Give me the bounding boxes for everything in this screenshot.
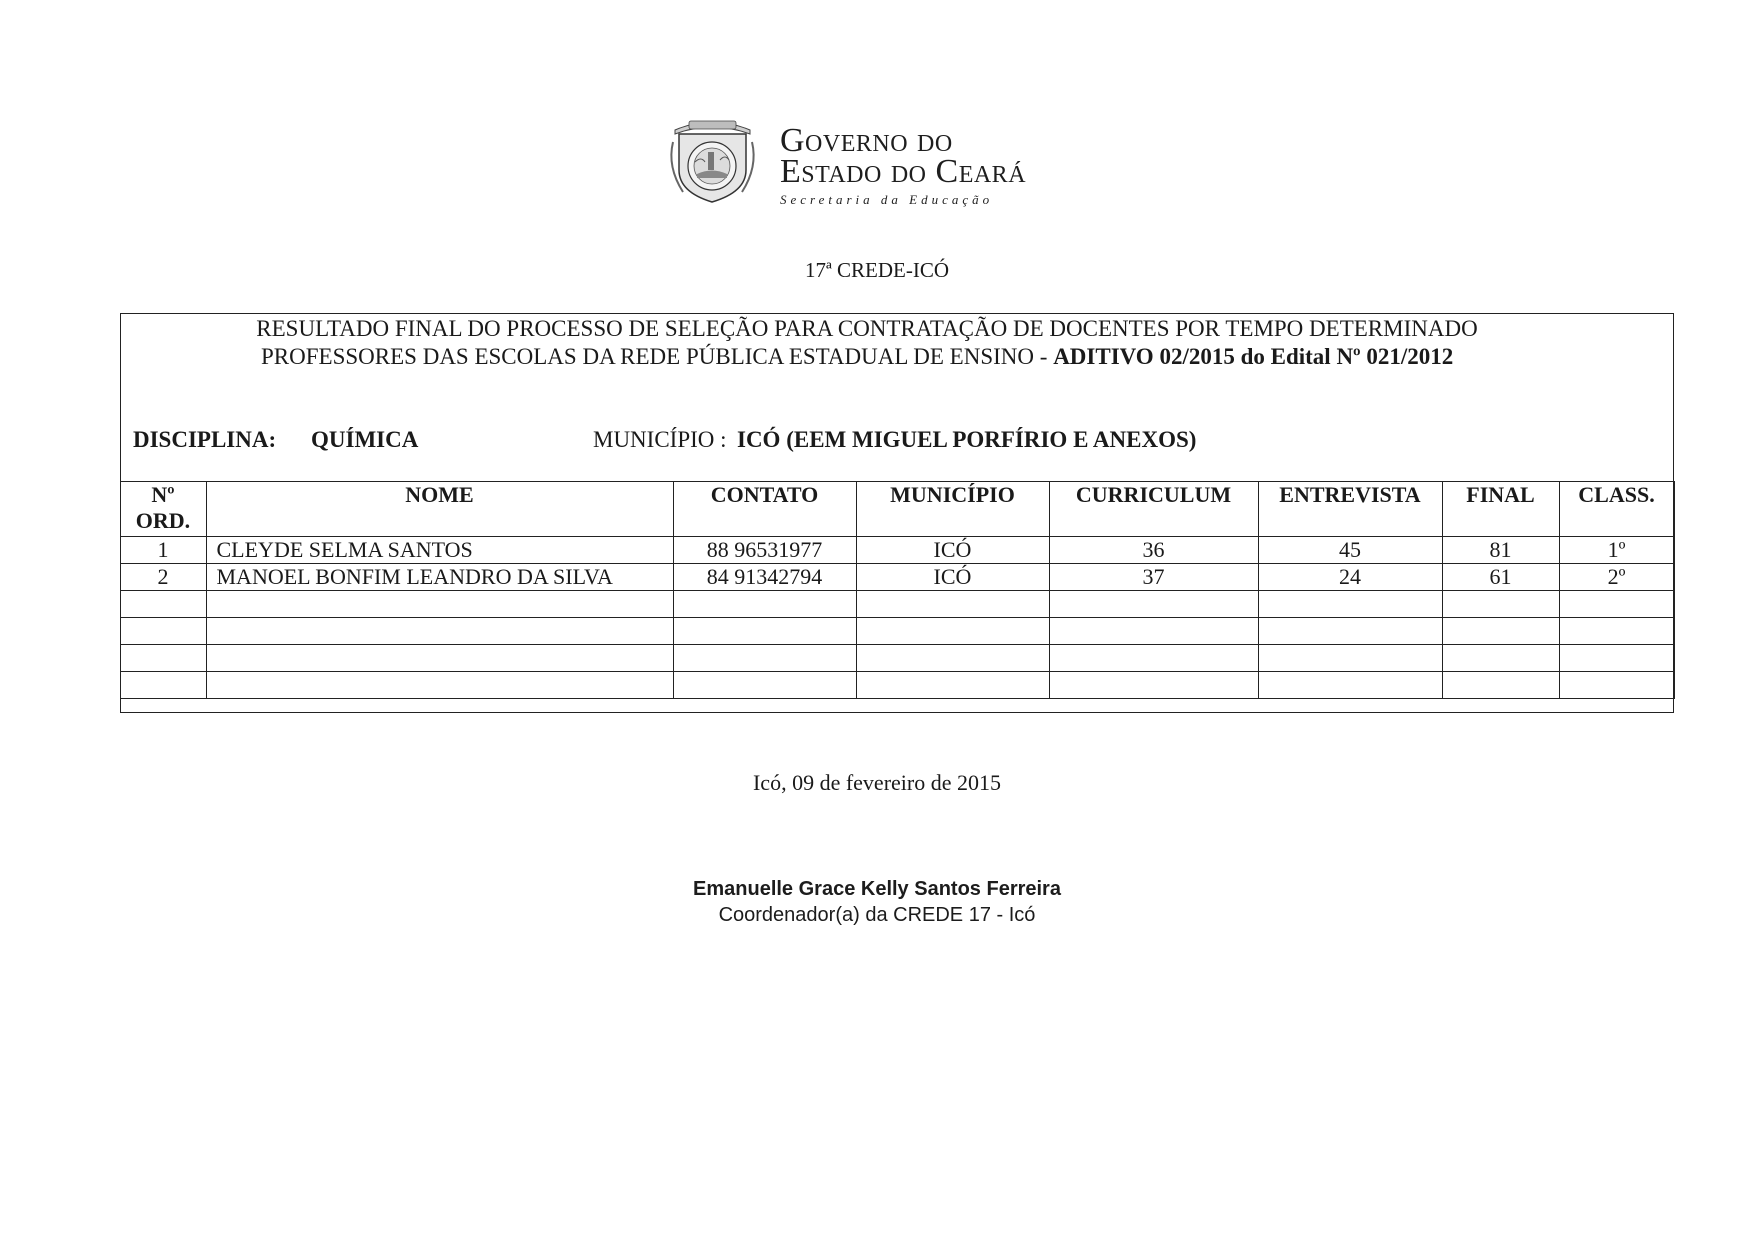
header-curriculum: CURRICULUM bbox=[1049, 482, 1258, 537]
empty-cell bbox=[1442, 645, 1559, 672]
table-header-row bbox=[120, 482, 1674, 537]
header-ord bbox=[120, 482, 206, 537]
subtitle-plain: PROFESSORES DAS ESCOLAS DA REDE PÚBLICA ESTADUAL DE ENSINO - bbox=[261, 344, 1054, 369]
empty-cell bbox=[1258, 591, 1442, 618]
header-class: CLASS. bbox=[1559, 482, 1674, 537]
empty-cell bbox=[673, 672, 856, 699]
header-final: FINAL bbox=[1442, 482, 1559, 537]
cell-entrevista: 45 bbox=[1258, 537, 1442, 564]
cell-curriculum: 36 bbox=[1049, 537, 1258, 564]
empty-cell bbox=[206, 672, 673, 699]
empty-cell bbox=[1258, 672, 1442, 699]
empty-cell bbox=[1442, 618, 1559, 645]
signer-name: Emanuelle Grace Kelly Santos Ferreira bbox=[693, 878, 1061, 900]
header-contato: CONTATO bbox=[673, 482, 856, 537]
empty-cell bbox=[673, 591, 856, 618]
empty-cell bbox=[856, 591, 1049, 618]
empty-cell bbox=[206, 618, 673, 645]
cell-final: 61 bbox=[1442, 564, 1559, 591]
signer-role: Coordenador(a) da CREDE 17 - Icó bbox=[718, 904, 1036, 926]
empty-row bbox=[120, 645, 1674, 672]
cell-nome: MANOEL BONFIM LEANDRO DA SILVA bbox=[206, 564, 673, 591]
empty-cell bbox=[120, 618, 206, 645]
empty-cell bbox=[1559, 672, 1674, 699]
cell-contato: 84 91342794 bbox=[673, 564, 856, 591]
empty-cell bbox=[1049, 591, 1258, 618]
empty-cell bbox=[1559, 618, 1674, 645]
empty-cell bbox=[856, 672, 1049, 699]
empty-cell bbox=[856, 618, 1049, 645]
empty-row bbox=[120, 591, 1674, 618]
discipline-label: DISCIPLINA: bbox=[133, 427, 277, 452]
empty-cell bbox=[1442, 672, 1559, 699]
cell-ord: 2 bbox=[120, 564, 206, 591]
empty-cell bbox=[1049, 672, 1258, 699]
municipio-label: MUNICÍPIO : bbox=[593, 427, 727, 452]
results-frame bbox=[120, 313, 1674, 713]
empty-cell bbox=[673, 645, 856, 672]
cell-class: 1º bbox=[1559, 537, 1674, 564]
municipio-value: ICÓ (EEM MIGUEL PORFÍRIO E ANEXOS) bbox=[737, 427, 1197, 452]
cell-municipio: ICÓ bbox=[856, 537, 1049, 564]
empty-cell bbox=[1559, 645, 1674, 672]
empty-cell bbox=[1049, 618, 1258, 645]
letterhead-governo: Governo do bbox=[780, 122, 953, 159]
letterhead-secretaria: Secretaria da Educação bbox=[780, 192, 994, 207]
document-date: Icó, 09 de fevereiro de 2015 bbox=[752, 770, 1001, 795]
empty-cell bbox=[120, 591, 206, 618]
header-entrevista: ENTREVISTA bbox=[1258, 482, 1442, 537]
discipline-value: QUÍMICA bbox=[311, 427, 419, 452]
cell-final: 81 bbox=[1442, 537, 1559, 564]
table-row bbox=[120, 564, 1674, 591]
table-row bbox=[120, 537, 1674, 564]
empty-row bbox=[120, 672, 1674, 699]
crede-heading: 17ª CREDE-ICÓ bbox=[804, 258, 950, 282]
letterhead bbox=[665, 112, 1125, 207]
cell-municipio: ICÓ bbox=[856, 564, 1049, 591]
cell-curriculum: 37 bbox=[1049, 564, 1258, 591]
empty-row bbox=[120, 618, 1674, 645]
empty-cell bbox=[120, 672, 206, 699]
header-ord-line2: ORD. bbox=[135, 508, 191, 533]
header-municipio: MUNICÍPIO bbox=[856, 482, 1049, 537]
cell-contato: 88 96531977 bbox=[673, 537, 856, 564]
letterhead-text bbox=[780, 124, 1026, 206]
empty-cell bbox=[856, 645, 1049, 672]
results-table bbox=[120, 481, 1675, 699]
cell-ord: 1 bbox=[120, 537, 206, 564]
ceara-coat-of-arms-icon bbox=[665, 112, 760, 207]
cell-entrevista: 24 bbox=[1258, 564, 1442, 591]
empty-cell bbox=[673, 618, 856, 645]
cell-class: 2º bbox=[1559, 564, 1674, 591]
empty-cell bbox=[1049, 645, 1258, 672]
header-ord-line1: Nº bbox=[151, 482, 175, 507]
cell-nome: CLEYDE SELMA SANTOS bbox=[206, 537, 673, 564]
document-subtitle bbox=[261, 344, 1453, 370]
empty-cell bbox=[206, 645, 673, 672]
document-title: RESULTADO FINAL DO PROCESSO DE SELEÇÃO PARA CONTRATAÇÃO DE DOCENTES POR TEMPO DETERMINADO bbox=[256, 316, 1478, 341]
letterhead-estado: Estado do Ceará bbox=[780, 153, 1027, 190]
empty-cell bbox=[1559, 591, 1674, 618]
empty-cell bbox=[1442, 591, 1559, 618]
empty-cell bbox=[1258, 618, 1442, 645]
subtitle-bold: ADITIVO 02/2015 do Edital Nº 021/2012 bbox=[1053, 344, 1454, 369]
header-nome: NOME bbox=[206, 482, 673, 537]
empty-cell bbox=[120, 645, 206, 672]
empty-cell bbox=[1258, 645, 1442, 672]
empty-cell bbox=[206, 591, 673, 618]
